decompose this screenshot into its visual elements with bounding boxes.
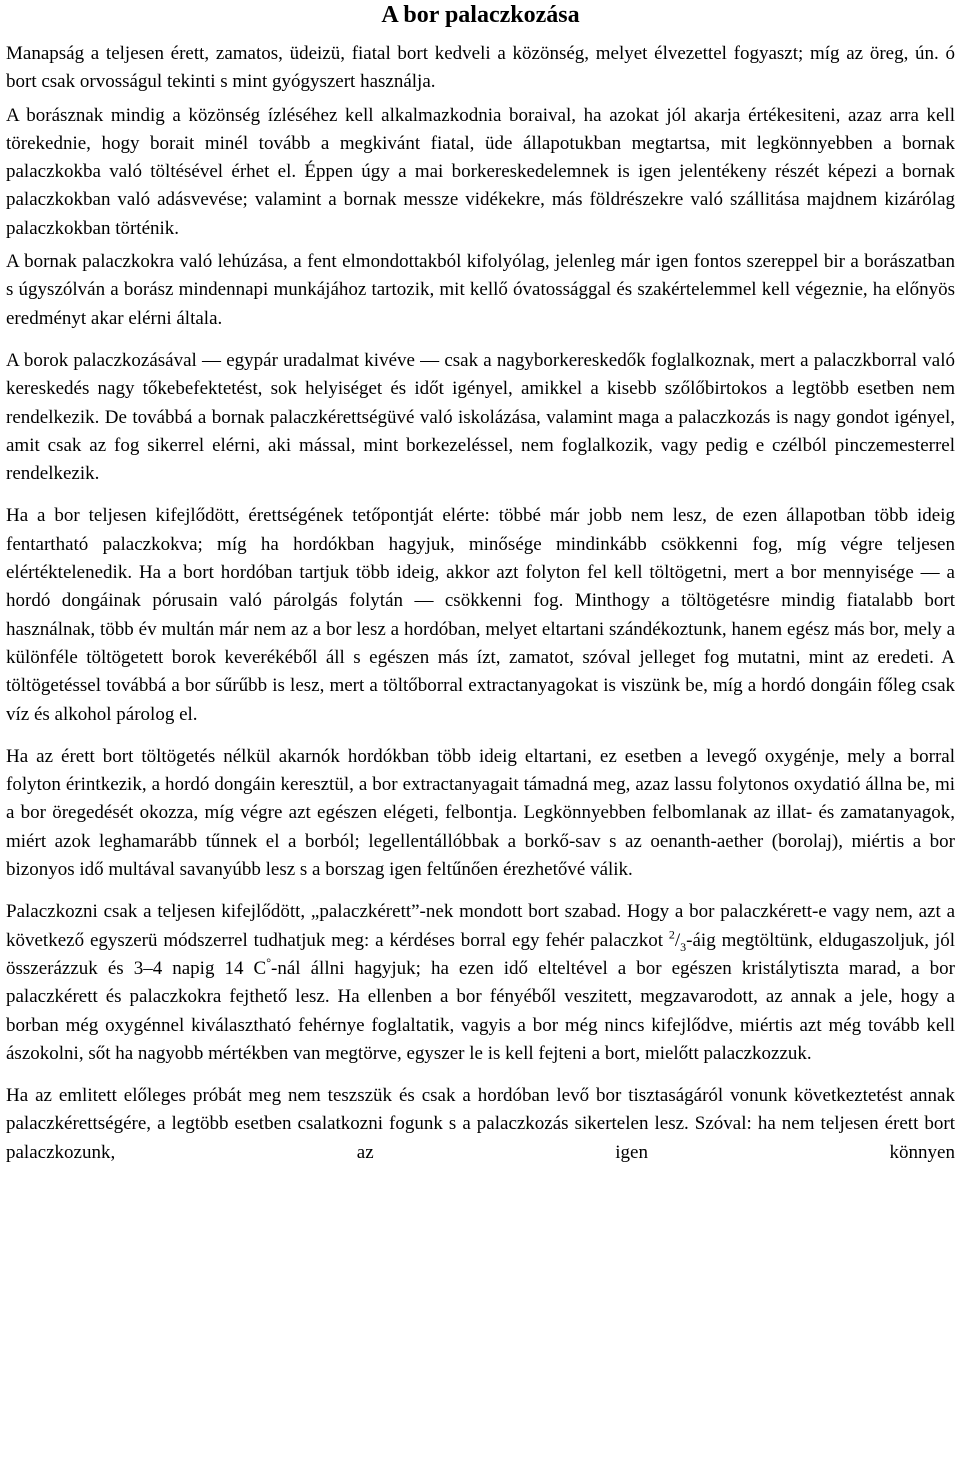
- document-title: A bor palaczkozása: [381, 2, 580, 28]
- fraction-separator: /: [674, 929, 681, 951]
- fraction-numerator: 2: [668, 927, 675, 942]
- paragraph-4: A borok palaczkozásával — egypár uradalmat kivéve — csak a nagyborkereskedők foglalkoznak, mert a palaczkborral való kereskedés nagy tőkebefektetést, sok helyiséget és időt igényel, amikkel a kisebb szőlőbirtokos a legtöbb esetben nem rendelkezik. De továbbá a bornak palaczkérettségüvé való iskolázása, valamint maga a palaczkozás is nagy gondot igényel, amit csak az fog sikerrel elérni, aki mással, mint borkezeléssel, nem foglalkozik, vagy pedig e czélból pinczemesterrel rendelkezik.: [6, 349, 955, 485]
- paragraph-3: A bornak palaczkokra való lehúzása, a fent elmondottakból kifolyólag, jelenleg már igen fontos szereppel bir a borászatban s úgyszólván a borász mindennapi munkájához tartozik, mit kellő óvatossággal és szakértelemmel kell végeznie, ha előnyös eredményt akar elérni általa.: [6, 251, 955, 329]
- paragraph-7-part-1: Palaczkozni csak a teljesen kifejlődött, „palaczkérett”-nek mondott bort szabad. Hogy a bor palaczkérett-e vagy nem, azt a következő egyszerü módszerrel tudhatjuk meg: a kérdéses borral egy fehér palaczkot: [6, 901, 955, 951]
- paragraph-1: Manapság a teljesen érett, zamatos, üdeizü, fiatal bort kedveli a közönség, melyet élvezettel fogyaszt; míg az öreg, ún. ó bort csak orvosságul tekinti s mint gyógyszert használja.: [6, 43, 955, 93]
- paragraph-2: A borásznak mindig a közönség ízléséhez kell alkalmazkodnia boraival, ha azokat jól akarja értékesiteni, azaz arra kell törekednie, hogy borait minél tovább a megkivánt fiatal, üde állapotukban megtartsa, mit legkönnyebben a bornak palaczkokba való töltésével érhet el. Éppen úgy a mai borkereskedelemnek is igen jelentékeny részét képezi a bornak palaczkokban való adásvevése; valamint a bornak messze vidékekre, más földrészekre való szállitása majdnem kizárólag palaczkokban történik.: [6, 104, 955, 239]
- fraction-denominator: 3: [680, 939, 687, 954]
- paragraph-8: Ha az emlitett előleges próbát meg nem teszszük és csak a hordóban levő bor tisztaságáról vonunk következtetést annak palaczkérettségére, a legtöbb esetben csalatkozni fogunk s a palaczkozás sikertelen lesz. Szóval: ha nem teljesen érett bort palaczkozunk, az igen könnyen: [6, 1085, 955, 1163]
- paragraph-6: Ha az érett bort töltögetés nélkül akarnók hordókban több ideig eltartani, ez esetben a levegő oxygénje, mely a borral folyton érintkezik, a hordó dongáin keresztül, a bor extractanyagait támadná meg, azaz lassu folytonos oxydatió állna be, mi a bor öregedését okozza, míg végre azt egészen elégeti, felbontja. Legkönnyebben felbomlanak az illat- és zamatanyagok, miért azok leghamarább tűnnek el a borból; legellentállóbbak a borkő-sav s az oenanth-aether (borolaj), miértis a bor bizonyos idő multával savanyúbb lesz s a borszag igen feltűnően érezhetővé válik.: [6, 745, 955, 881]
- paragraph-7: [6, 898, 955, 1068]
- document-page: [6, 0, 955, 1167]
- degree-symbol: °: [266, 955, 272, 970]
- paragraph-7-part-3: -nál állni hagyjuk; ha ezen idő elteltével a bor egészen kristálytiszta marad, a bor palaczkérett és palaczkokra fejthető lesz. Ha ellenben a bor fényéből veszitett, megzavarodott, az annak a jele, hogy a borban még oxygénnel kiválasztható fehérnye foglaltatik, vagyis a bor még nincs kifejlődve, miértis azt még tovább kell ászokolni, sőt ha nagyobb mértékben van megtörve, egyszer le is kell fejteni a bort, mielőtt palaczkozzuk.: [6, 957, 955, 1064]
- paragraph-5: Ha a bor teljesen kifejlődött, érettségének tetőpontját elérte: többé már jobb nem lesz, de ezen állapotban több ideig fentartható palaczkokva; míg ha hordókban hagyjuk, minősége mindinkább csökkenni fog, míg végre teljesen elértéktelenedik. Ha a bort hordóban tartjuk több ideig, akkor azt folyton fel kell töltögetni, mert a bor mennyisége — a hordó dongáinak pórusain való párolgás folytán — csökkenni fog. Minthogy a töltögetésre mindig fiatalabb bort használnak, több év multán már nem az a bor lesz a hordóban, melyet eltartani szándékoztunk, hanem egész más bor, mely a különféle töltögetett borok keverékéből áll s egészen más ízt, zamatot, szóval jelleget fog mutatni, mint az eredeti. A töltögetéssel továbbá a bor sűrűbb is lesz, mert a töltőborral extractanyagokat is viszünk be, míg a hordó dongáin főleg csak víz és alkohol párolog el.: [6, 505, 955, 725]
- paragraph-7-part-2: -áig megtöltünk, eldugaszoljuk, jól összerázzuk és 3–4 napig 14 C: [6, 929, 955, 979]
